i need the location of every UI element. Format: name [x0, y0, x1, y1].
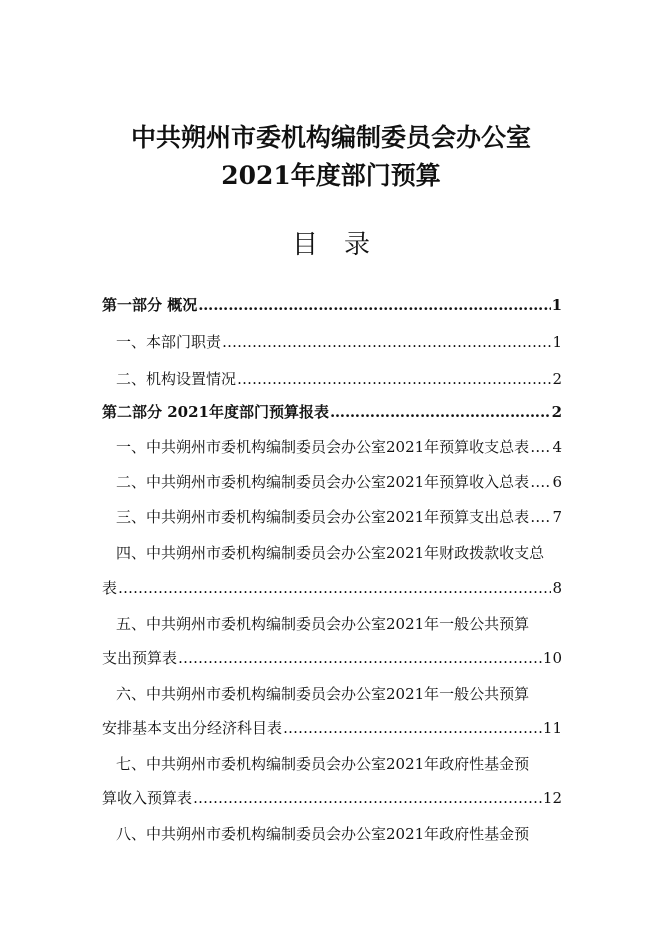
toc-entry-continued[interactable] — [102, 577, 562, 603]
toc-entry-continued[interactable] — [102, 717, 562, 743]
toc-entry-continued[interactable] — [102, 787, 562, 813]
toc-entry-text: 二、中共朔州市委机构编制委员会办公室2021年预算收入总表 — [116, 473, 530, 491]
toc-entry[interactable] — [102, 506, 562, 532]
toc-entry[interactable] — [102, 823, 562, 849]
toc-leader-dots — [530, 438, 551, 456]
toc-heading: 目录 — [291, 230, 396, 260]
toc-entry-text: 一、本部门职责 — [116, 333, 222, 351]
toc-entry[interactable] — [102, 331, 562, 357]
toc-page-number: 1 — [551, 296, 562, 314]
toc-entry-part2[interactable] — [102, 401, 562, 427]
toc-entry[interactable] — [102, 471, 562, 497]
toc-entry-part1[interactable] — [102, 294, 562, 320]
toc-page-number: 2 — [552, 370, 562, 388]
toc-entry-continued[interactable] — [102, 647, 562, 673]
toc-entry-text: 表 — [102, 579, 118, 597]
toc-entry[interactable] — [102, 436, 562, 462]
toc-entry-text: 七、中共朔州市委机构编制委员会办公室2021年政府性基金预 — [116, 755, 530, 773]
toc-entry[interactable] — [102, 753, 562, 779]
toc-leader-dots — [178, 649, 542, 667]
toc-entry-text: 三、中共朔州市委机构编制委员会办公室2021年预算支出总表 — [116, 508, 530, 526]
toc-leader-dots — [530, 473, 551, 491]
toc-entry-text: 二、机构设置情况 — [116, 370, 237, 388]
toc-page-number: 10 — [542, 649, 562, 667]
toc-page-number: 1 — [552, 333, 562, 351]
toc-leader-dots — [330, 403, 551, 421]
toc-page-number: 11 — [542, 719, 562, 737]
toc-entry[interactable] — [102, 542, 562, 568]
toc-page-number: 12 — [542, 789, 562, 807]
toc-entry-text: 支出预算表 — [102, 649, 178, 667]
toc-leader-dots — [283, 719, 542, 737]
toc-leader-dots — [118, 579, 551, 597]
toc-entry-text: 四、中共朔州市委机构编制委员会办公室2021年财政拨款收支总 — [116, 544, 545, 562]
toc-entry[interactable] — [102, 683, 562, 709]
toc-entry-text: 第一部分 概况 — [102, 296, 198, 314]
toc-leader-dots — [530, 508, 551, 526]
toc-leader-dots — [237, 370, 551, 388]
document-title-line2: 2021年度部门预算 — [221, 161, 441, 190]
document-title-line1: 中共朔州市委机构编制委员会办公室 — [130, 123, 531, 152]
toc-entry-text: 第二部分 2021年度部门预算报表 — [102, 403, 329, 421]
toc-entry-text: 六、中共朔州市委机构编制委员会办公室2021年一般公共预算 — [116, 685, 530, 703]
toc-entry[interactable] — [102, 368, 562, 394]
toc-entry-text: 安排基本支出分经济科目表 — [102, 719, 283, 737]
toc-page-number: 8 — [552, 579, 562, 597]
toc-entry-text: 一、中共朔州市委机构编制委员会办公室2021年预算收支总表 — [116, 438, 530, 456]
toc-leader-dots — [222, 333, 551, 351]
toc-page-number: 2 — [551, 403, 562, 421]
toc-entry[interactable] — [102, 613, 562, 639]
toc-entry-text: 算收入预算表 — [102, 789, 193, 807]
toc-leader-dots — [198, 296, 550, 314]
toc-page-number: 6 — [552, 473, 562, 491]
toc-leader-dots — [193, 789, 542, 807]
toc-entry-text: 五、中共朔州市委机构编制委员会办公室2021年一般公共预算 — [116, 615, 530, 633]
toc-entry-text: 八、中共朔州市委机构编制委员会办公室2021年政府性基金预 — [116, 825, 530, 843]
toc-page-number: 7 — [552, 508, 562, 526]
toc-page-number: 4 — [552, 438, 562, 456]
